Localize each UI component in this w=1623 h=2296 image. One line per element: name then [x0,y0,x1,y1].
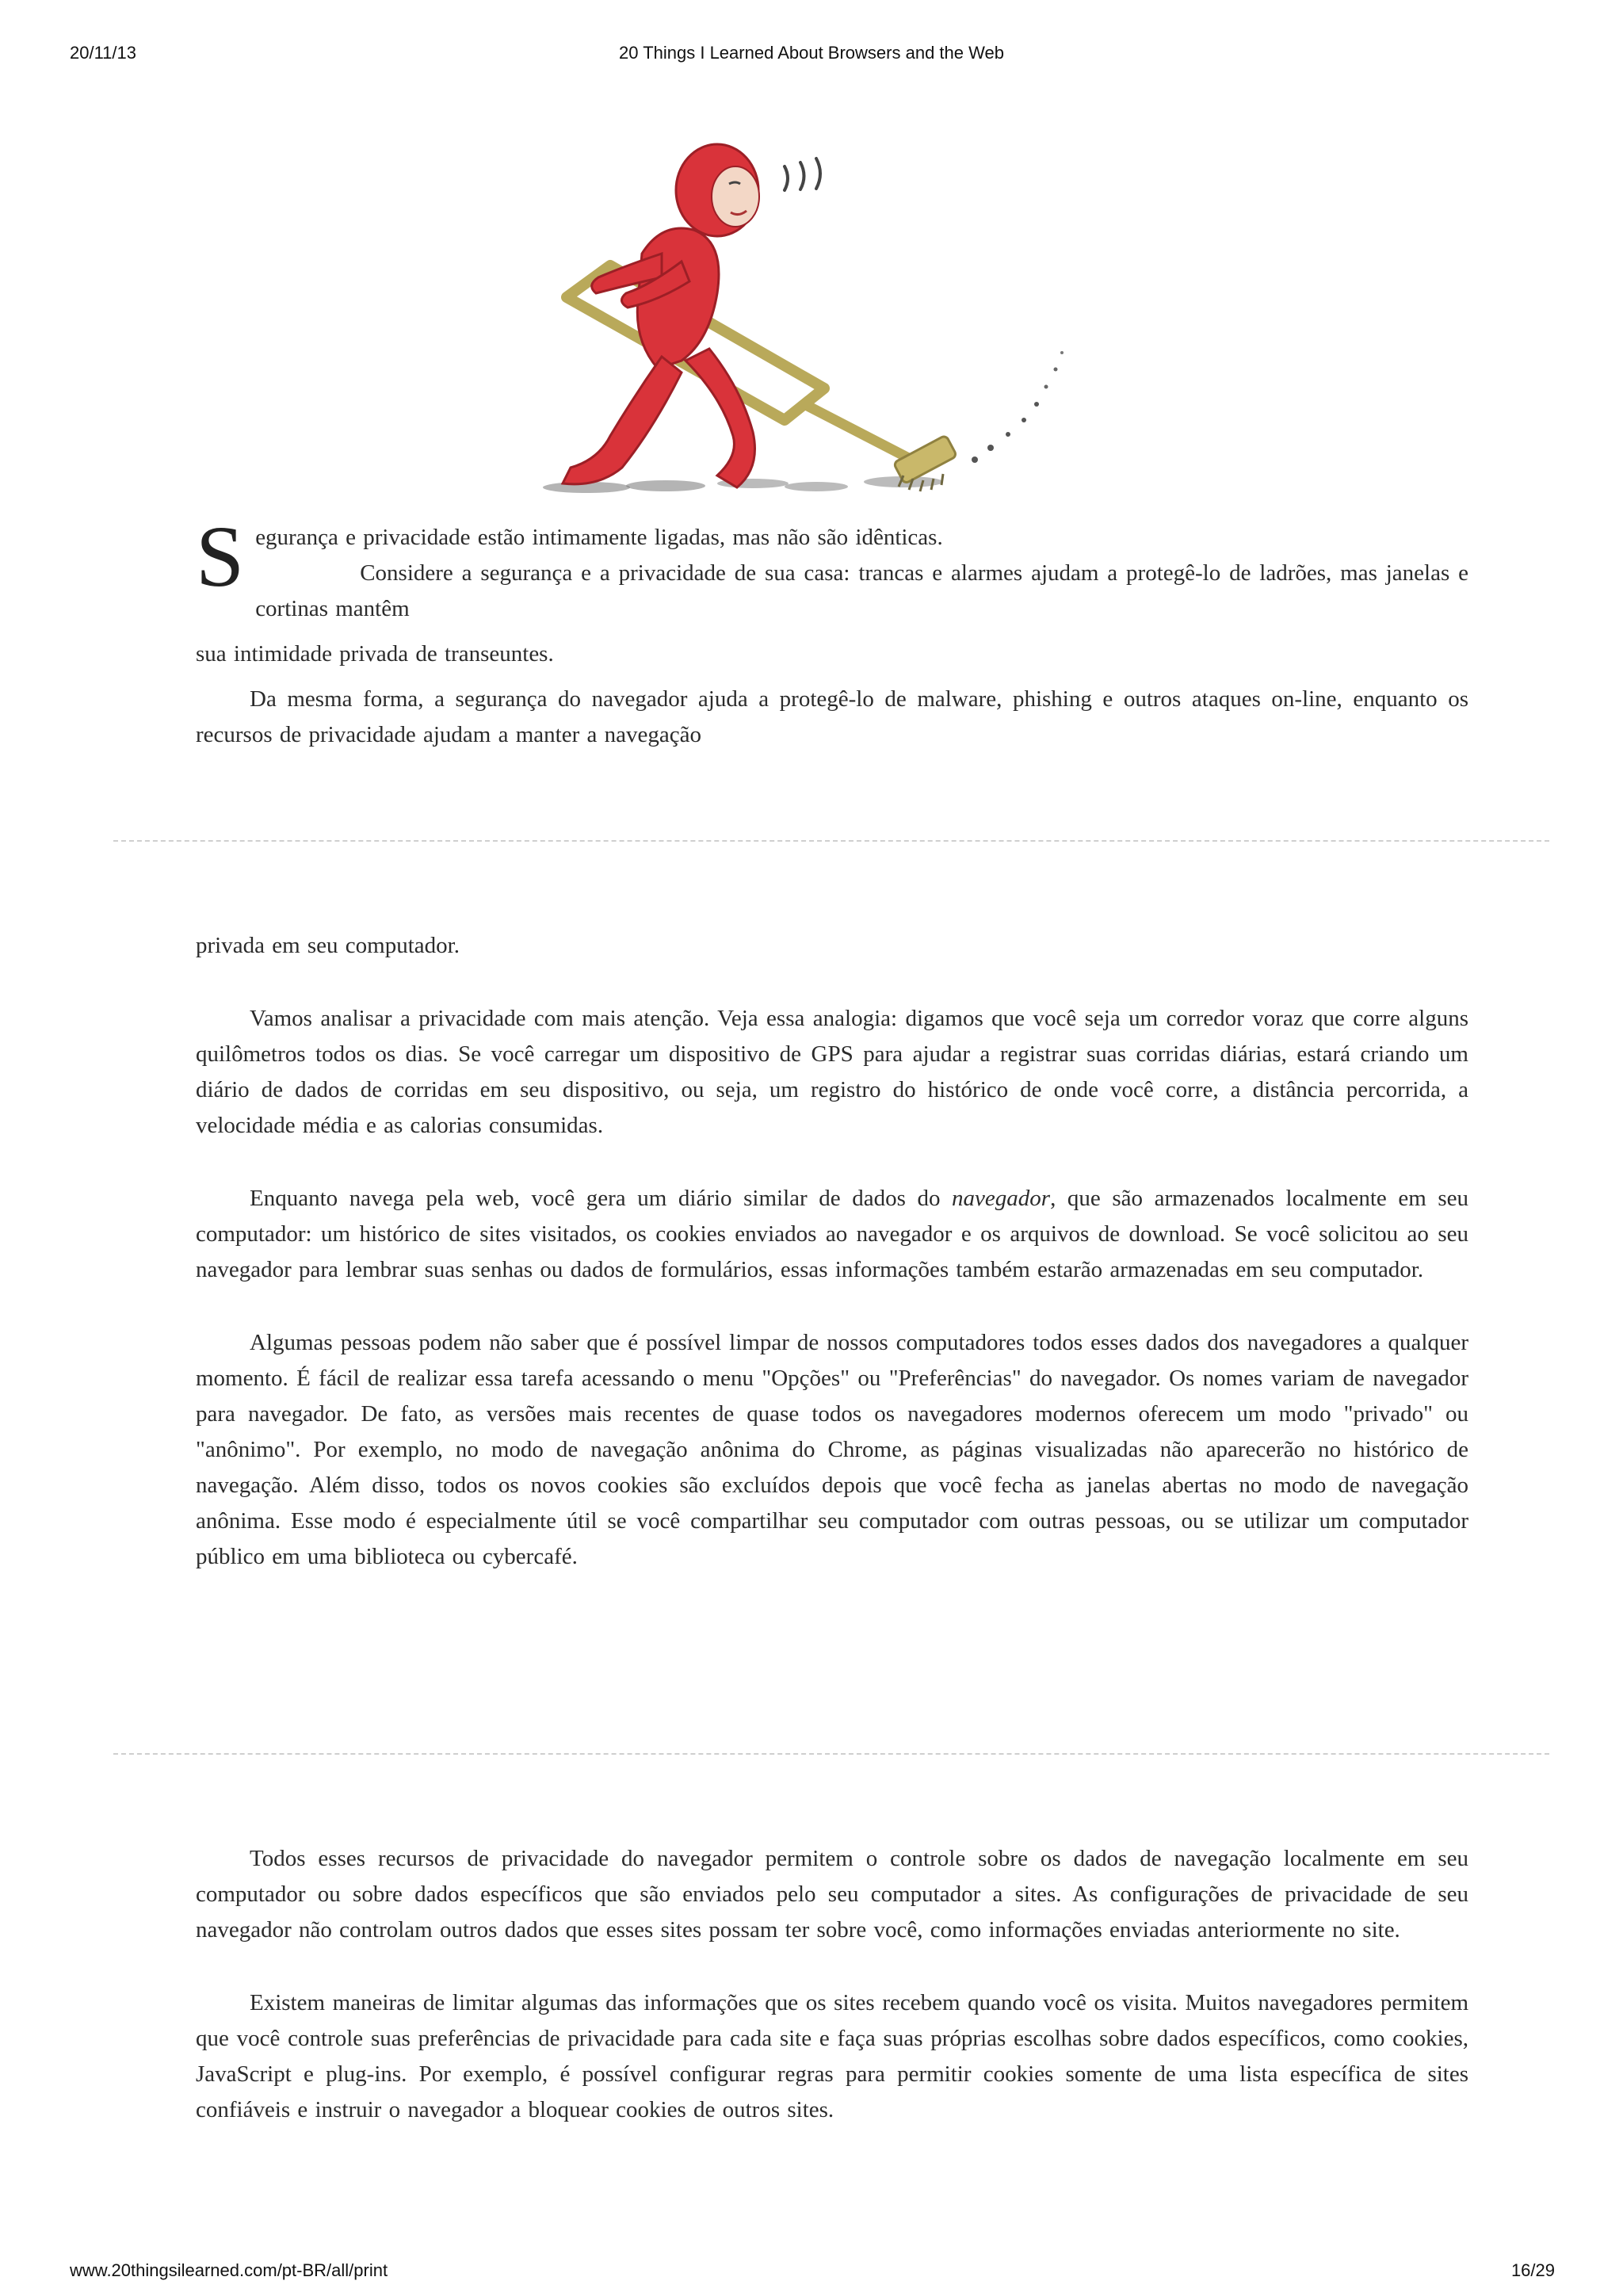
browser-data-emphasis: navegador [952,1186,1051,1211]
paragraph-browser-data [196,1181,1468,1288]
print-date: 20/11/13 [70,43,137,63]
paragraph-browser-security: Da mesma forma, a segurança do navegador ajuda a protegê-lo de malware, phishing e outros ataques on-line, enquanto os recursos de privacidade ajudam a manter a navegação [196,686,1468,747]
drop-cap: S [196,508,245,605]
paragraph-house-analogy-cont: sua intimidade privada de transeuntes. [196,641,554,667]
paragraph-house-analogy: Considere a segurança e a privacidade de sua casa: trancas e alarmes ajudam a protegê-lo de ladrões, mas janelas e cortinas mantêm [255,560,1468,621]
page-number: 16/29 [1510,2260,1555,2280]
intro-lead-text: egurança e privacidade estão intimamente ligadas, mas não são idênticas. [255,525,943,550]
section-site-controls [196,1841,1468,2128]
section-privacy [196,928,1468,1575]
page-break-divider-2 [113,1753,1549,1755]
paragraph-private-mode: Algumas pessoas podem não saber que é possível limpar de nossos computadores todos esses dados dos navegadores a qualquer momento. É fácil de realizar essa tarefa acessando o menu "Opções" ou "Preferências" do navegador. Os nomes variam de navegador para navegador. De fato, as versões mais recentes de quase todos os navegadores modernos oferecem um modo "privado" ou "anônimo". Por exemplo, no modo de navegação anônima do Chrome, as páginas visualizadas não aparecerão no histórico de navegação. Além disso, todos os novos cookies são excluídos depois que você fecha as janelas abertas no modo de navegação anônima. Esse modo é especialmente útil se você compartilhar seu computador com outras pessoas, ou se utilizar um computador público em uma biblioteca ou cybercafé. [196,1330,1468,1569]
section-intro [196,508,1468,753]
page-break-divider [113,840,1549,842]
paragraph-continued: privada em seu computador. [196,933,460,958]
sweeping-figure-illustration [523,135,1149,499]
browser-data-text-2: , que são armazenados localmente em seu computador: um histórico de sites visitados, os cookies enviados ao navegador e os arquivos de download. Se você solicitou ao seu navegador para lembrar suas senhas ou dados de formulários, essas informações também estarão armazenadas em seu computador. [196,1186,1468,1282]
paragraph-privacy-features: Todos esses recursos de privacidade do navegador permitem o controle sobre os dados de navegação localmente em seu computador ou sobre dados específicos que são enviados pelo seu computador a sites. As configurações de privacidade de seu navegador não controlam outros dados que esses sites possam ter sobre você, como informações enviadas anteriormente no site. [196,1846,1468,1943]
print-page-title: 20 Things I Learned About Browsers and the Web [619,43,1004,63]
paragraph-gps-analogy: Vamos analisar a privacidade com mais atenção. Veja essa analogia: digamos que você seja um corredor voraz que corre alguns quilômetros todos os dias. Se você carregar um dispositivo de GPS para ajudar a registrar suas corridas diárias, estará criando um diário de dados de corridas em seu dispositivo, ou seja, um registro do histórico de onde você corre, a distância percorrida, a velocidade média e as calorias consumidas. [196,1006,1468,1138]
paragraph-limit-information: Existem maneiras de limitar algumas das informações que os sites recebem quando você os visita. Muitos navegadores permitem que você controle suas preferências de privacidade para cada site e faça suas próprias escolhas sobre dados específicos, como cookies, JavaScript e plug-ins. Por exemplo, é possível configurar regras para permitir cookies somente de uma lista específica de sites confiáveis e instruir o navegador a bloquear cookies de outros sites. [196,1990,1468,2122]
browser-data-text-1: Enquanto navega pela web, você gera um diário similar de dados do [250,1186,953,1211]
print-url: www.20thingsilearned.com/pt-BR/all/print [70,2260,388,2280]
